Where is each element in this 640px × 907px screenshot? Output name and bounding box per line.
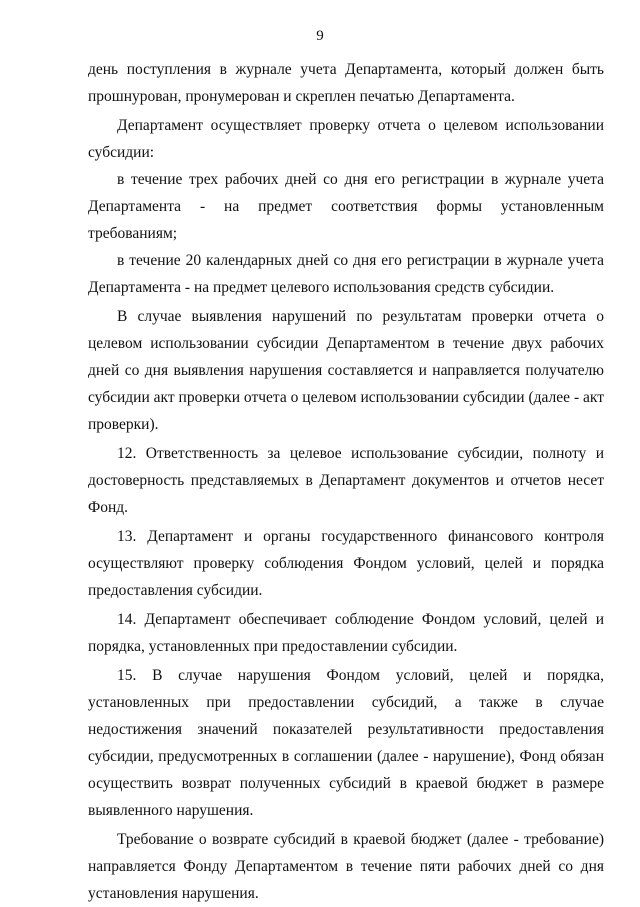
paragraph-item-15: 15. В случае нарушения Фондом условий, целей и порядка, установленных при предоставлении субсидий, а также в случае недостижения значений показателей результативности предоставления субсидии, предусмотренных в соглашении (далее - нарушение), Фонд обязан осуществить возврат полученных субсидий в краевой бюджет в размере выявленного нарушения. [88,667,604,819]
paragraph-requirement: Требование о возврате субсидий в краевой бюджет (далее - требование) направляется Фонду Департаментом в течение пяти рабочих дней со дня установления нарушения. [88,831,604,902]
paragraph-continuation: день поступления в журнале учета Департамента, который должен быть прошнурован, пронумерован и скреплен печатью Департамента. [88,61,604,105]
paragraph-report-check: Департамент осуществляет проверку отчета о целевом использовании субсидии: [88,117,604,161]
document-body [88,56,604,907]
paragraph-item-14: 14. Департамент обеспечивает соблюдение Фондом условий, целей и порядка, установленных при предоставлении субсидии. [88,611,604,655]
paragraph-violations: В случае выявления нарушений по результатам проверки отчета о целевом использовании субсидии Департаментом в течение двух рабочих дней со дня выявления нарушения составляется и направляется получателю субсидии акт проверки отчета о целевом использовании субсидии (далее - акт проверки). [88,308,604,433]
paragraph-purpose-check: в течение 20 календарных дней со дня его регистрации в журнале учета Департамента - на предмет целевого использования средств субсидии. [88,252,604,296]
paragraph-form-check: в течение трех рабочих дней со дня его регистрации в журнале учета Департамента - на предмет соответствия формы установленным требованиям; [88,171,604,242]
paragraph-item-13: 13. Департамент и органы государственного финансового контроля осуществляют проверку соблюдения Фондом условий, целей и порядка предоставления субсидии. [88,528,604,599]
page-number: 9 [316,28,324,44]
paragraph-item-12: 12. Ответственность за целевое использование субсидии, полноту и достоверность представляемых в Департамент документов и отчетов несет Фонд. [88,445,604,516]
